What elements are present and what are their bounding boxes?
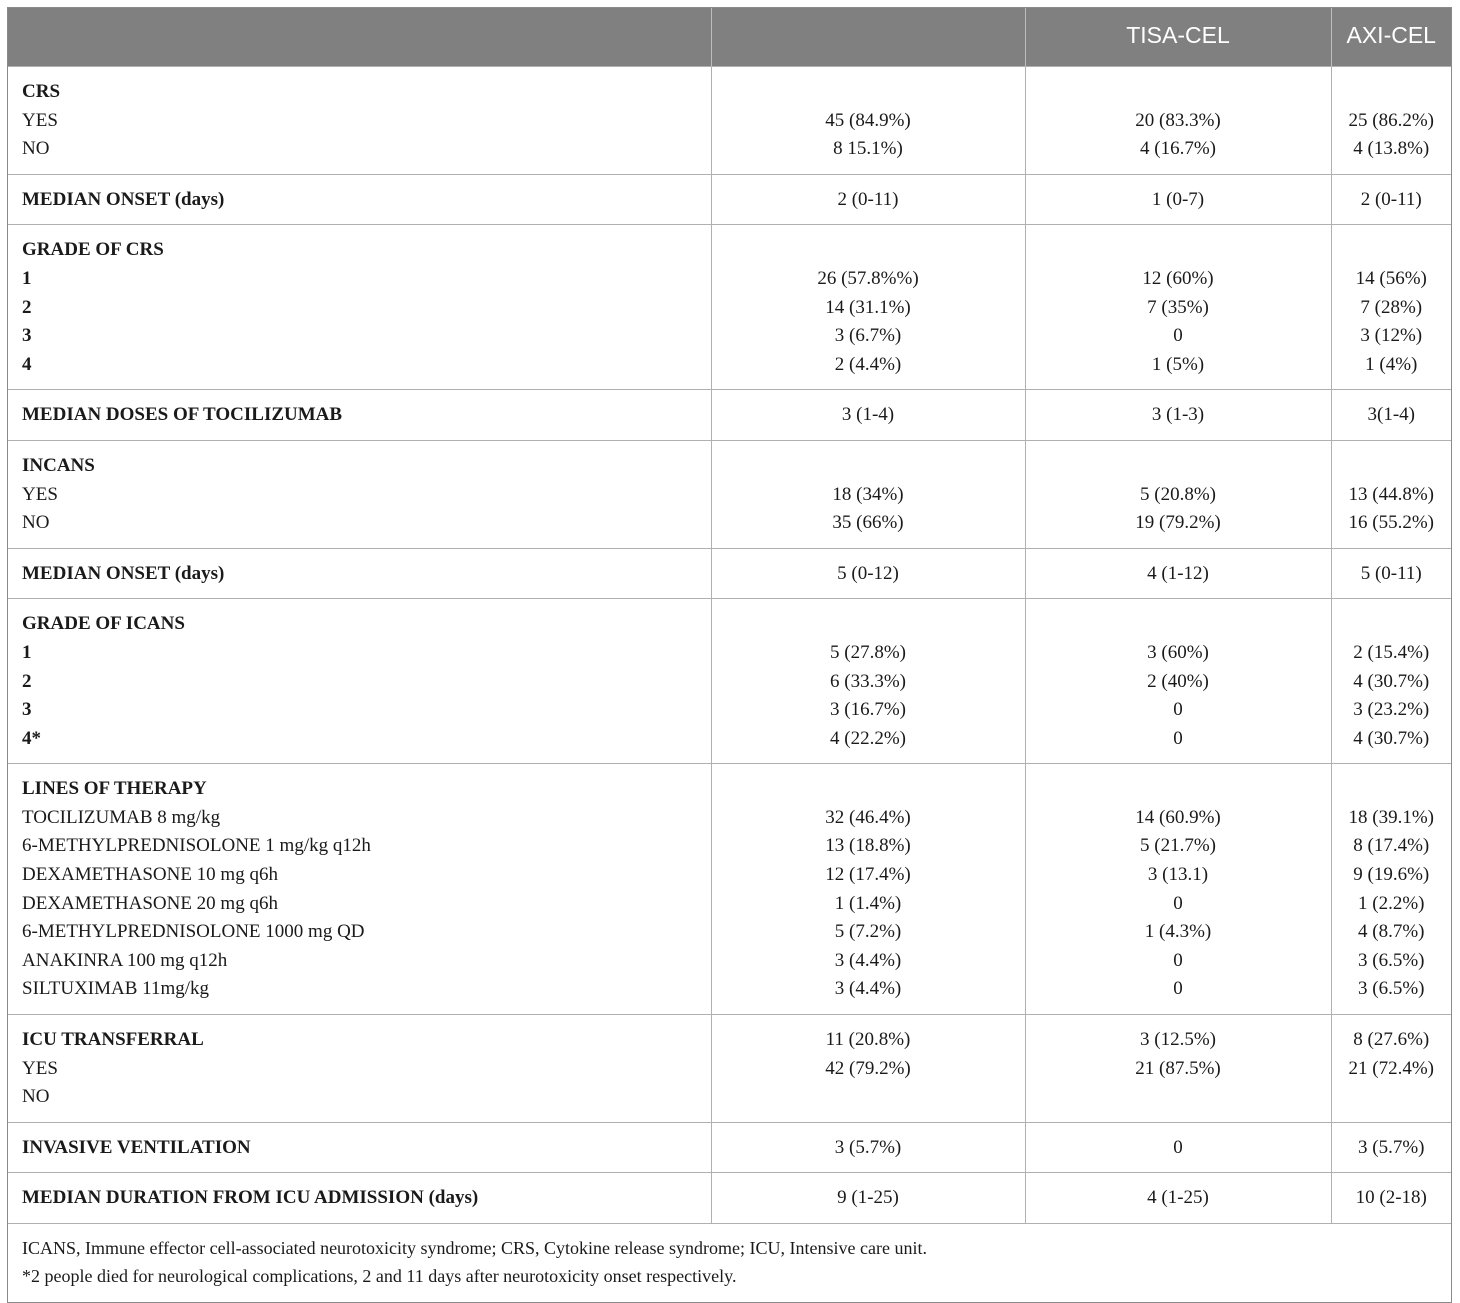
row-sublabel: 6-METHYLPREDNISOLONE 1 mg/kg q12h: [22, 835, 371, 857]
tisa-cel-value: 4 (16.7%): [1140, 138, 1216, 160]
row-sublabel: 2: [22, 670, 32, 692]
total-value: 2 (4.4%): [834, 353, 902, 375]
total-value: [716, 775, 1021, 804]
row-label-cell: [8, 1122, 711, 1173]
footnotes: [8, 1224, 1451, 1303]
tisa-cel-value: 4 (1-25): [1147, 1187, 1209, 1209]
row-heading: MEDIAN ONSET (days): [22, 188, 225, 210]
axi-cel-value: 1 (4%): [1365, 353, 1418, 375]
row-heading: GRADE OF ICANS: [22, 613, 185, 635]
tisa-cel-value: 0: [1173, 325, 1183, 347]
tisa-cel-value: 1 (5%): [1151, 353, 1205, 375]
row-sublabel: ANAKINRA 100 mg q12h: [22, 949, 228, 971]
row-sublabel: YES: [22, 109, 58, 131]
tisa-cel-value: 20 (83.3%): [1135, 109, 1221, 131]
axi-cel-value: 3 (12%): [1360, 325, 1423, 347]
tisa-cel-value: 7 (35%): [1147, 296, 1209, 318]
total-cell: [711, 440, 1025, 548]
results-table: [8, 8, 1451, 1302]
axi-cel-value: 9 (19.6%): [1353, 864, 1430, 886]
tisa-cel-value: 5 (20.8%): [1140, 483, 1216, 505]
total-value: 3 (4.4%): [834, 978, 902, 1000]
row-label-cell: [8, 390, 711, 441]
total-value: 13 (18.8%): [825, 835, 911, 857]
total-cell: [711, 764, 1025, 1015]
header-variable: [8, 8, 711, 67]
axi-cel-value: 3 (6.5%): [1358, 949, 1425, 971]
axi-cel-cell: [1331, 1015, 1451, 1123]
row-sublabel: DEXAMETHASONE 20 mg q6h: [22, 892, 278, 914]
total-value: 2 (0-11): [837, 188, 899, 210]
total-value: 9 (1-25): [837, 1187, 899, 1209]
axi-cel-value: 2 (0-11): [1360, 188, 1422, 210]
row-sublabel: 3: [22, 325, 32, 347]
tisa-cel-value: 1 (0-7): [1151, 188, 1205, 210]
row-label-cell: [8, 599, 711, 764]
row-heading: INVASIVE VENTILATION: [22, 1136, 251, 1158]
axi-cel-cell: [1331, 764, 1451, 1015]
results-table-container: [7, 7, 1452, 1303]
total-cell: [711, 1122, 1025, 1173]
table-row: [8, 174, 1451, 225]
axi-cel-value: [1336, 1083, 1448, 1112]
row-sublabel: YES: [22, 483, 58, 505]
axi-cel-value: 18 (39.1%): [1348, 806, 1434, 828]
axi-cel-value: 7 (28%): [1360, 296, 1423, 318]
tisa-cel-value: 3 (1-3): [1151, 404, 1205, 426]
total-value: 11 (20.8%): [825, 1029, 911, 1051]
tisa-cel-value: 0: [1173, 727, 1183, 749]
header-tisa-cel: TISA-CEL: [1025, 8, 1331, 67]
row-label-cell: [8, 548, 711, 599]
axi-cel-cell: [1331, 1122, 1451, 1173]
row-heading: MEDIAN DOSES OF TOCILIZUMAB: [22, 404, 343, 426]
row-sublabel: NO: [22, 1086, 50, 1108]
tisa-cel-value: 14 (60.9%): [1135, 806, 1221, 828]
axi-cel-value: 4 (8.7%): [1358, 921, 1425, 943]
tisa-cel-value: [1030, 236, 1327, 265]
tisa-cel-value: [1030, 775, 1327, 804]
total-value: 3 (1-4): [841, 404, 895, 426]
tisa-cel-value: 3 (12.5%): [1140, 1029, 1216, 1051]
axi-cel-cell: [1331, 548, 1451, 599]
axi-cel-value: 2 (15.4%): [1353, 641, 1430, 663]
axi-cel-value: 8 (17.4%): [1353, 835, 1430, 857]
axi-cel-cell: [1331, 390, 1451, 441]
total-value: 3 (5.7%): [834, 1136, 902, 1158]
tisa-cel-value: 3 (60%): [1147, 641, 1209, 663]
tisa-cel-cell: [1025, 1015, 1331, 1123]
total-value: 3 (4.4%): [834, 949, 902, 971]
axi-cel-value: 3 (23.2%): [1353, 699, 1430, 721]
axi-cel-value: 8 (27.6%): [1353, 1029, 1430, 1051]
axi-cel-cell: [1331, 174, 1451, 225]
row-sublabel: NO: [22, 512, 50, 534]
header-axi-cel: AXI-CEL: [1331, 8, 1451, 67]
axi-cel-value: 25 (86.2%): [1348, 109, 1434, 131]
tisa-cel-cell: [1025, 1173, 1331, 1224]
table-body: [8, 67, 1451, 1224]
axi-cel-cell: [1331, 440, 1451, 548]
total-value: [716, 1083, 1021, 1112]
tisa-cel-cell: [1025, 225, 1331, 390]
total-value: 1 (1.4%): [834, 892, 902, 914]
total-cell: [711, 548, 1025, 599]
row-label-cell: [8, 1173, 711, 1224]
total-value: [716, 452, 1021, 481]
total-value: [716, 610, 1021, 639]
total-value: 42 (79.2%): [825, 1057, 911, 1079]
row-heading: ICU TRANSFERRAL: [22, 1029, 204, 1051]
tisa-cel-value: 1 (4.3%): [1144, 921, 1212, 943]
tisa-cel-value: 0: [1173, 978, 1183, 1000]
axi-cel-cell: [1331, 225, 1451, 390]
row-sublabel: DEXAMETHASONE 10 mg q6h: [22, 864, 278, 886]
row-heading: LINES OF THERAPY: [22, 778, 207, 800]
total-cell: [711, 67, 1025, 175]
axi-cel-cell: [1331, 67, 1451, 175]
total-value: [716, 236, 1021, 265]
total-cell: [711, 599, 1025, 764]
footnote-abbreviations: ICANS, Immune effector cell-associated neurotoxicity syndrome; CRS, Cytokine release syndrome; ICU, Intensive care unit.: [22, 1238, 927, 1258]
row-sublabel: 1: [22, 267, 32, 289]
row-sublabel: 1: [22, 641, 32, 663]
tisa-cel-cell: [1025, 599, 1331, 764]
row-label-cell: [8, 764, 711, 1015]
axi-cel-value: 14 (56%): [1355, 267, 1427, 289]
table-row: [8, 440, 1451, 548]
row-sublabel: 2: [22, 296, 32, 318]
axi-cel-value: 13 (44.8%): [1348, 483, 1434, 505]
table-row: [8, 225, 1451, 390]
total-value: 32 (46.4%): [825, 806, 911, 828]
axi-cel-value: 16 (55.2%): [1348, 512, 1434, 534]
axi-cel-cell: [1331, 599, 1451, 764]
total-cell: [711, 1173, 1025, 1224]
total-value: 5 (7.2%): [834, 921, 902, 943]
tisa-cel-cell: [1025, 764, 1331, 1015]
row-heading: MEDIAN ONSET (days): [22, 562, 225, 584]
axi-cel-value: 4 (30.7%): [1353, 670, 1430, 692]
row-label-cell: [8, 225, 711, 390]
row-label-cell: [8, 67, 711, 175]
total-cell: [711, 390, 1025, 441]
table-row: [8, 1173, 1451, 1224]
table-row: [8, 67, 1451, 175]
tisa-cel-value: 0: [1173, 892, 1183, 914]
total-value: 26 (57.8%%): [817, 267, 919, 289]
axi-cel-value: [1336, 236, 1448, 265]
row-label-cell: [8, 1015, 711, 1123]
axi-cel-cell: [1331, 1173, 1451, 1224]
table-row: [8, 548, 1451, 599]
total-value: [716, 78, 1021, 107]
total-value: 8 15.1%): [833, 138, 903, 160]
total-value: 6 (33.3%): [830, 670, 906, 692]
row-heading: GRADE OF CRS: [22, 239, 164, 261]
table-row: [8, 599, 1451, 764]
row-label-cell: [8, 174, 711, 225]
axi-cel-value: [1336, 452, 1448, 481]
total-value: 4 (22.2%): [830, 727, 906, 749]
tisa-cel-value: [1030, 452, 1327, 481]
total-value: 5 (0-12): [837, 562, 899, 584]
row-heading: CRS: [22, 81, 61, 102]
total-value: 3 (6.7%): [834, 325, 902, 347]
row-sublabel: SILTUXIMAB 11mg/kg: [22, 978, 210, 1000]
table-row: [8, 390, 1451, 441]
total-cell: [711, 1015, 1025, 1123]
tisa-cel-value: 0: [1173, 949, 1183, 971]
footnote-deaths: *2 people died for neurological complications, 2 and 11 days after neurotoxicity onset respectively.: [22, 1266, 737, 1286]
row-sublabel: 3: [22, 699, 32, 721]
row-sublabel: TOCILIZUMAB 8 mg/kg: [22, 806, 221, 828]
axi-cel-value: [1336, 78, 1448, 107]
total-value: 12 (17.4%): [825, 864, 911, 886]
table-row: [8, 764, 1451, 1015]
axi-cel-value: 1 (2.2%): [1358, 892, 1425, 914]
axi-cel-value: 10 (2-18): [1355, 1187, 1427, 1209]
header-total: [711, 8, 1025, 67]
tisa-cel-value: 5 (21.7%): [1140, 835, 1216, 857]
axi-cel-value: 3 (5.7%): [1358, 1136, 1425, 1158]
total-value: 5 (27.8%): [830, 641, 906, 663]
total-value: 35 (66%): [832, 512, 904, 534]
total-value: 45 (84.9%): [825, 109, 911, 131]
row-heading: MEDIAN DURATION FROM ICU ADMISSION (days): [22, 1187, 479, 1209]
table-row: [8, 1015, 1451, 1123]
tisa-cel-value: 2 (40%): [1147, 670, 1209, 692]
axi-cel-value: 5 (0-11): [1360, 562, 1422, 584]
row-sublabel: 6-METHYLPREDNISOLONE 1000 mg QD: [22, 921, 365, 943]
row-sublabel: 4*: [22, 727, 41, 749]
tisa-cel-cell: [1025, 548, 1331, 599]
tisa-cel-value: 19 (79.2%): [1135, 512, 1221, 534]
tisa-cel-cell: [1025, 440, 1331, 548]
row-sublabel: YES: [22, 1057, 58, 1079]
axi-cel-value: 4 (13.8%): [1353, 138, 1430, 160]
total-value: 18 (34%): [832, 483, 904, 505]
total-cell: [711, 225, 1025, 390]
tisa-cel-cell: [1025, 67, 1331, 175]
tisa-cel-value: [1030, 610, 1327, 639]
axi-cel-value: [1336, 610, 1448, 639]
tisa-cel-value: [1030, 78, 1327, 107]
tisa-cel-value: 0: [1173, 699, 1183, 721]
total-value: 14 (31.1%): [825, 296, 911, 318]
tisa-cel-cell: [1025, 174, 1331, 225]
axi-cel-value: 21 (72.4%): [1348, 1057, 1434, 1079]
header-row: [8, 8, 1451, 67]
row-sublabel: NO: [22, 138, 50, 160]
axi-cel-value: 3 (6.5%): [1358, 978, 1425, 1000]
axi-cel-value: [1336, 775, 1448, 804]
table-row: [8, 1122, 1451, 1173]
tisa-cel-value: 3 (13.1): [1147, 864, 1209, 886]
axi-cel-value: 4 (30.7%): [1353, 727, 1430, 749]
tisa-cel-value: [1030, 1083, 1327, 1112]
total-cell: [711, 174, 1025, 225]
tisa-cel-value: 21 (87.5%): [1135, 1057, 1221, 1079]
tisa-cel-cell: [1025, 390, 1331, 441]
tisa-cel-value: 0: [1173, 1136, 1183, 1158]
axi-cel-value: 3(1-4): [1367, 404, 1415, 426]
tisa-cel-value: 12 (60%): [1142, 267, 1214, 289]
row-heading: INCANS: [22, 454, 95, 476]
total-value: 3 (16.7%): [830, 699, 906, 721]
tisa-cel-value: 4 (1-12): [1147, 562, 1209, 584]
footnote-row: [8, 1224, 1451, 1303]
row-label-cell: [8, 440, 711, 548]
tisa-cel-cell: [1025, 1122, 1331, 1173]
row-sublabel: 4: [22, 353, 32, 375]
